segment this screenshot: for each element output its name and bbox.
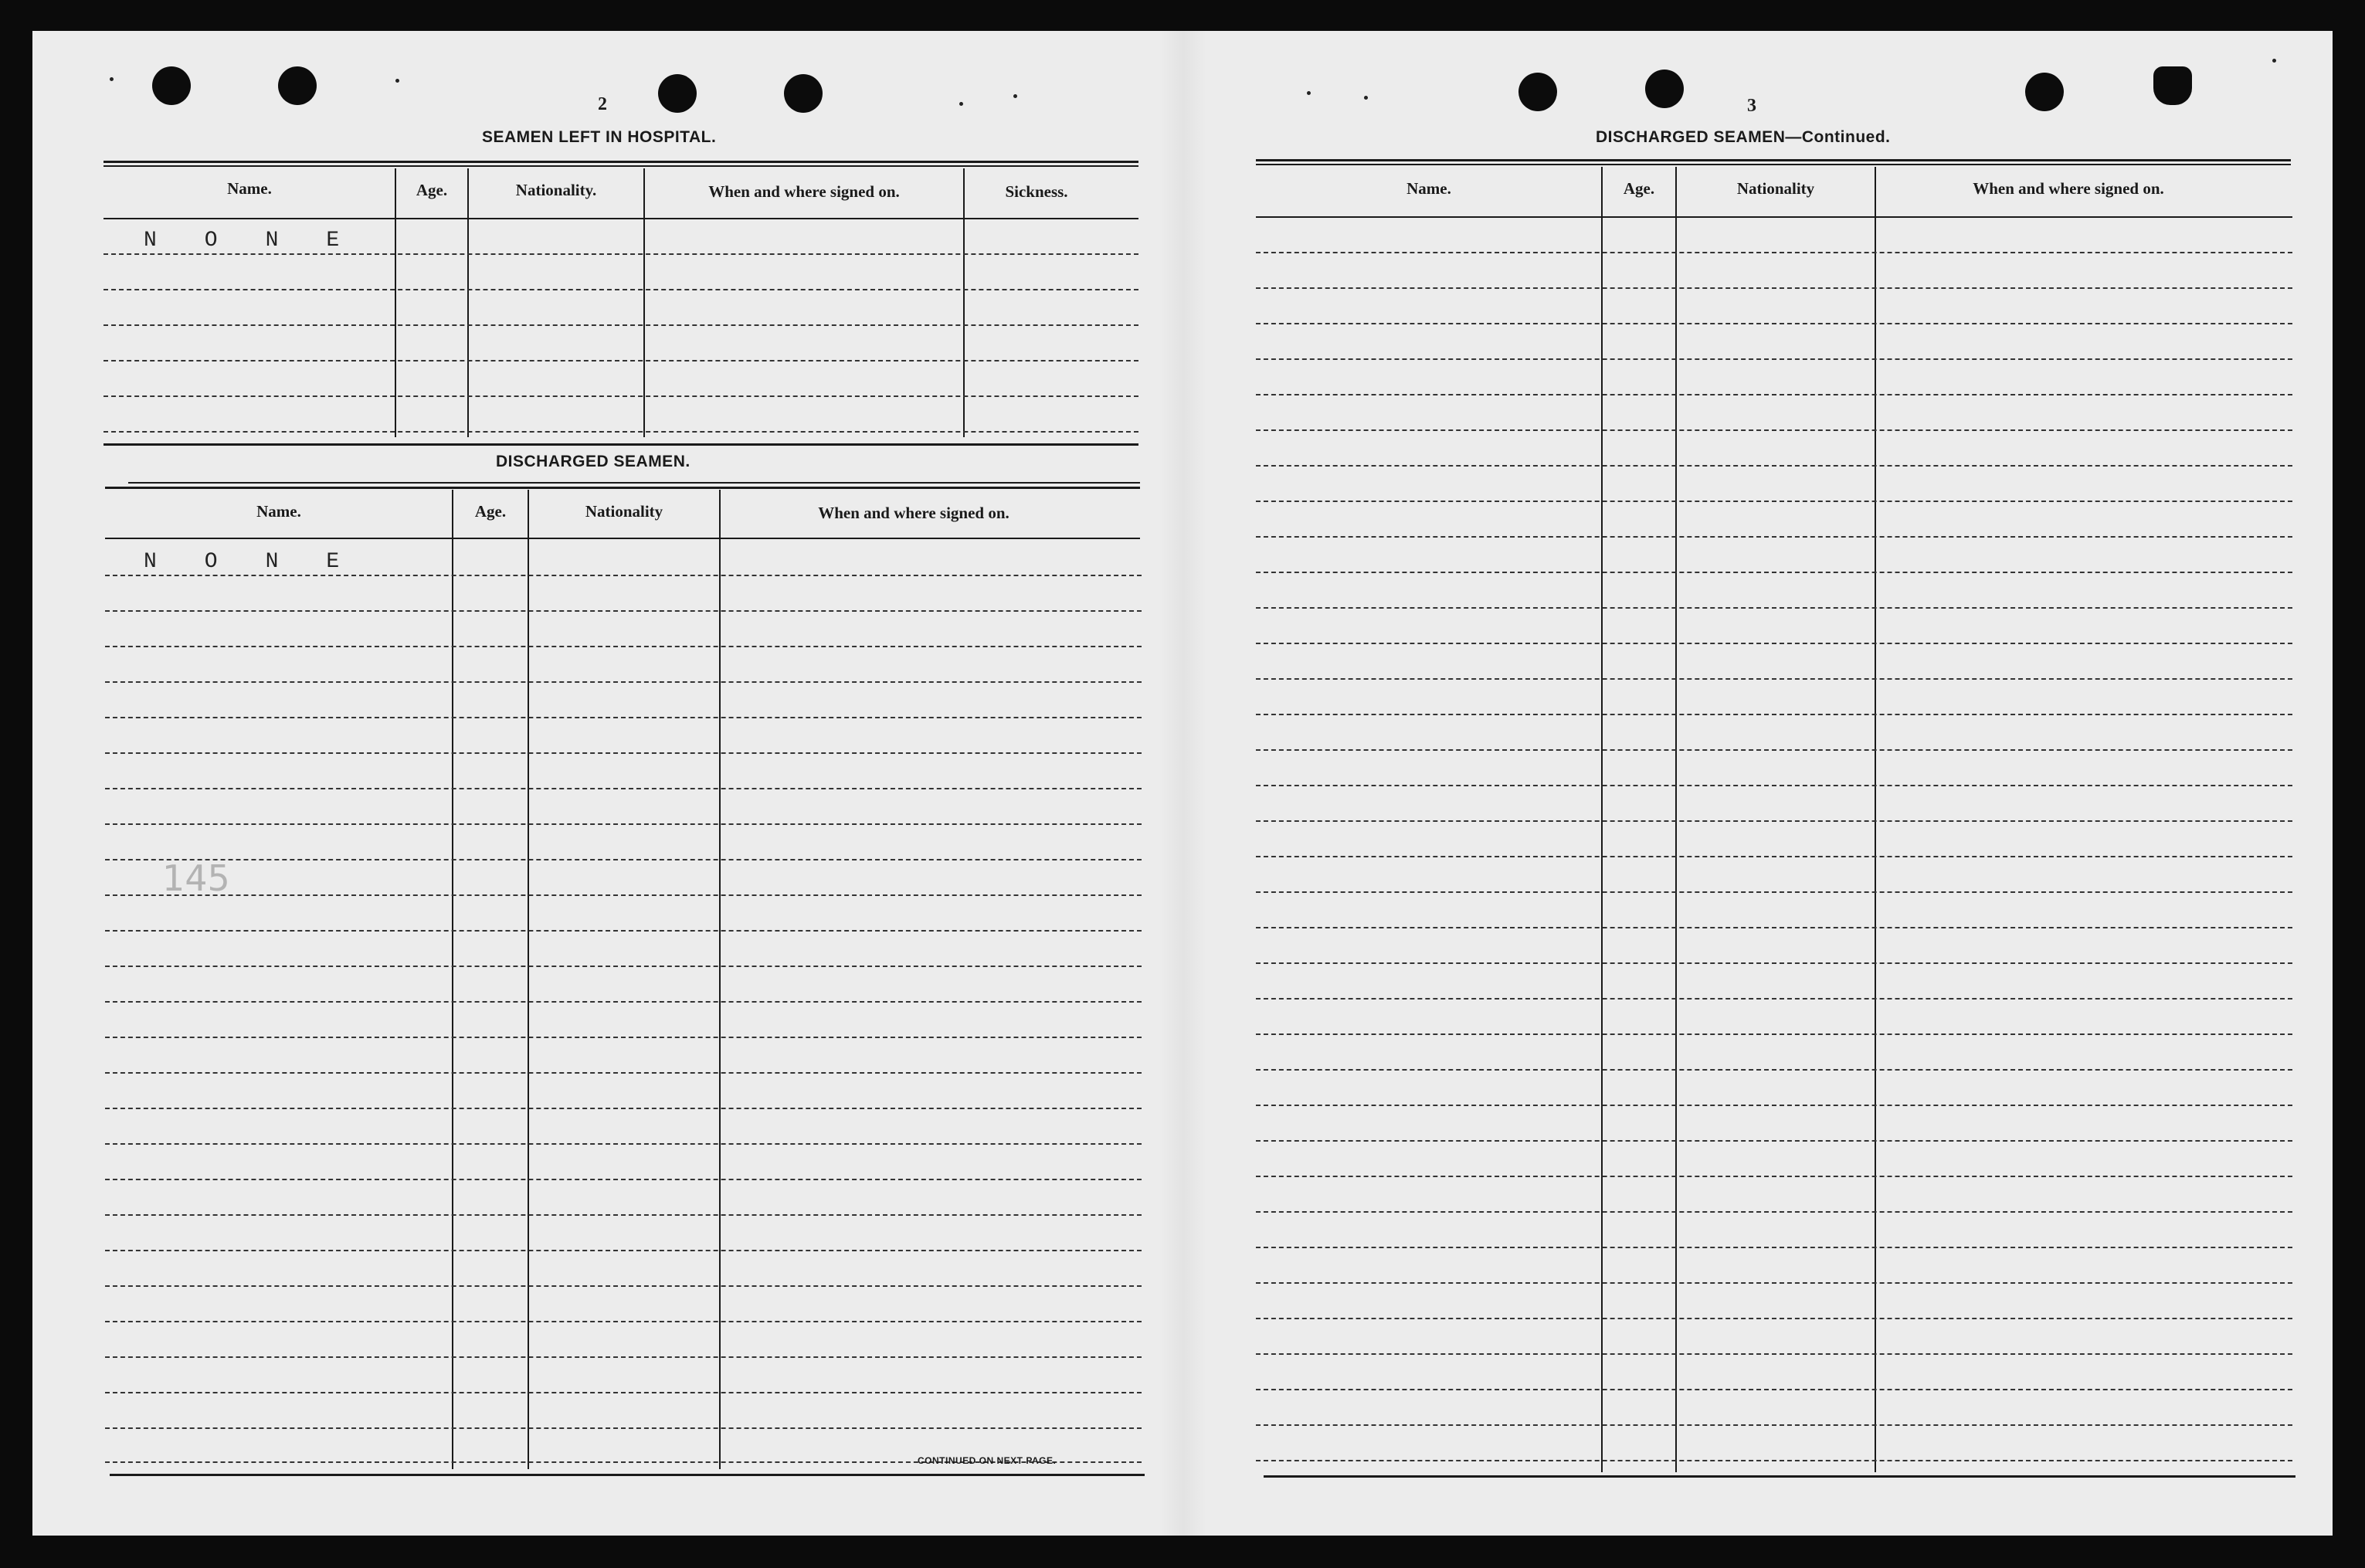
column-header-signed-on: When and where signed on. [818, 504, 1009, 522]
column-header-age: Age. [474, 502, 507, 521]
section-title-discharged: DISCHARGED SEAMEN. [496, 453, 690, 470]
column-header-age: Age. [1623, 179, 1655, 198]
column-header-signed-on: When and where signed on. [1973, 179, 2164, 198]
pencil-annotation: 145 [162, 857, 230, 899]
section-title-discharged-continued: DISCHARGED SEAMEN—Continued. [1596, 128, 1891, 146]
column-header-nationality: Nationality [1736, 179, 1815, 198]
page-number: 3 [1747, 96, 1756, 116]
punch-hole [278, 66, 317, 105]
punch-hole [1518, 73, 1557, 111]
punch-hole [784, 74, 823, 113]
column-header-name: Name. [256, 502, 301, 521]
page-number: 2 [598, 94, 607, 114]
column-header-age: Age. [416, 181, 448, 199]
column-header-nationality: Nationality. [515, 181, 597, 199]
punch-hole [658, 74, 697, 113]
punch-hole [1645, 70, 1684, 108]
section-title-hospital: SEAMEN LEFT IN HOSPITAL. [482, 128, 717, 146]
column-header-sickness: Sickness. [1005, 182, 1068, 201]
continued-note: CONTINUED ON NEXT PAGE. [918, 1455, 1057, 1466]
document-sheet [32, 31, 2333, 1536]
discharged-entry-none: NONE [144, 550, 388, 574]
punch-hole [2025, 73, 2064, 111]
column-header-nationality: Nationality [585, 502, 663, 521]
punch-hole [2153, 66, 2192, 105]
punch-hole [152, 66, 191, 105]
column-header-name: Name. [1406, 179, 1451, 198]
column-header-signed-on: When and where signed on. [708, 182, 900, 201]
column-header-name: Name. [227, 179, 272, 198]
hospital-entry-none: NONE [144, 229, 388, 253]
